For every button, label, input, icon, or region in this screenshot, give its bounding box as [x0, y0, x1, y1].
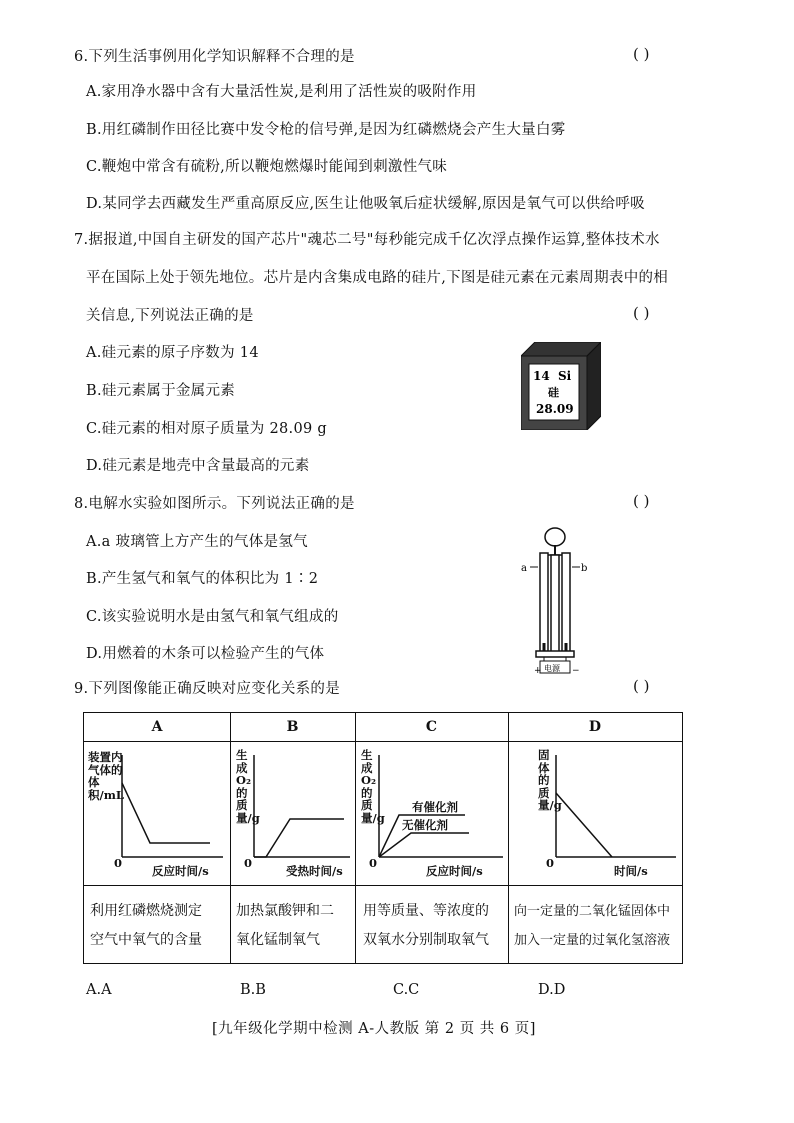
- graph-c-xlabel: 反应时间/s: [426, 864, 483, 878]
- power-source-label: 电源: [544, 664, 560, 673]
- desc-a-line-1: 利用红磷燃烧测定: [90, 903, 202, 919]
- q7-stem-line-2: 平在国际上处于领先地位。芯片是内含集成电路的硅片,下图是硅元素在元素周期表中的相: [86, 270, 669, 286]
- col-header-a: A: [151, 719, 163, 735]
- graph-b-origin: 0: [244, 856, 253, 870]
- tube-b-label: b: [581, 563, 588, 574]
- q6-option-c: C.鞭炮中常含有硫粉,所以鞭炮燃爆时能闻到刺激性气味: [86, 159, 448, 175]
- graph-b-ylabel: 生成O₂的质量/g: [236, 748, 260, 825]
- col-header-c: C: [425, 719, 438, 735]
- q6-stem: 6.下列生活事例用化学知识解释不合理的是: [74, 49, 355, 65]
- col-header-b: B: [286, 719, 299, 735]
- graph-a-ylabel: 装置内气体的体积/mL: [88, 750, 124, 802]
- graph-c-curve-no-catalyst: 无催化剂: [402, 818, 448, 832]
- q7-stem-line-1: 7.据报道,中国自主研发的国产芯片"魂芯二号"每秒能完成千亿次浮点操作运算,整体技术水: [74, 232, 660, 248]
- q6-option-a: A.家用净水器中含有大量活性炭,是利用了活性炭的吸附作用: [86, 84, 477, 100]
- tube-a-label: a: [521, 563, 527, 574]
- element-symbol: Si: [558, 369, 572, 383]
- graph-d-ylabel: 固体的质量/g: [538, 748, 562, 812]
- electrolysis-apparatus-diagram: [518, 525, 598, 675]
- desc-a-line-2: 空气中氧气的含量: [90, 932, 202, 948]
- q7-option-c: C.硅元素的相对原子质量为 28.09 g: [86, 421, 327, 437]
- q6-option-d: D.某同学去西藏发生严重高原反应,医生让他吸氧后症状缓解,原因是氧气可以供给呼吸: [86, 196, 645, 212]
- q8-option-d: D.用燃着的木条可以检验产生的气体: [86, 646, 325, 662]
- graph-d-plot: [554, 753, 678, 861]
- graph-a-plot: [120, 753, 225, 861]
- graph-a-xlabel: 反应时间/s: [152, 864, 209, 878]
- silicon-element-cell: [521, 342, 601, 430]
- desc-c-line-2: 双氧水分别制取氧气: [363, 932, 489, 948]
- q7-option-a: A.硅元素的原子序数为 14: [86, 345, 259, 361]
- graph-a-origin: 0: [114, 856, 123, 870]
- desc-d-line-1: 向一定量的二氧化锰固体中: [514, 904, 671, 919]
- desc-c-line-1: 用等质量、等浓度的: [363, 903, 489, 919]
- q7-option-b: B.硅元素属于金属元素: [86, 383, 236, 399]
- desc-d-line-2: 加入一定量的过氧化氢溶液: [514, 933, 671, 948]
- q7-option-d: D.硅元素是地壳中含量最高的元素: [86, 458, 310, 474]
- col-header-d: D: [588, 719, 602, 735]
- graph-d-origin: 0: [546, 856, 555, 870]
- q6-answer-bracket: ( ): [633, 45, 650, 63]
- desc-b-line-2: 氧化锰制氧气: [236, 932, 320, 948]
- q6-option-b: B.用红磷制作田径比赛中发令枪的信号弹,是因为红磷燃烧会产生大量白雾: [86, 122, 566, 138]
- desc-b-line-1: 加热氯酸钾和二: [236, 903, 334, 919]
- q7-answer-bracket: ( ): [633, 304, 650, 322]
- page-footer: [九年级化学期中检测 A-人教版 第 2 页 共 6 页]: [212, 1021, 536, 1037]
- graph-d-xlabel: 时间/s: [614, 864, 648, 878]
- graph-b-xlabel: 受热时间/s: [286, 864, 343, 878]
- graph-c-ylabel: 生成O₂的质量/g: [361, 748, 385, 825]
- minus-terminal: −: [572, 666, 580, 675]
- q9-answer-bracket: ( ): [633, 677, 650, 695]
- element-atomic-mass: 28.09: [536, 402, 574, 416]
- q9-options-table: [83, 712, 683, 964]
- graph-c-curve-catalyst: 有催化剂: [412, 800, 458, 814]
- element-atomic-number: 14: [533, 369, 550, 383]
- graph-c-origin: 0: [369, 856, 378, 870]
- q8-option-b: B.产生氢气和氧气的体积比为 1∶2: [86, 571, 319, 587]
- q9-answer-c: C.C: [393, 982, 420, 998]
- q8-option-c: C.该实验说明水是由氢气和氧气组成的: [86, 609, 339, 625]
- element-name: 硅: [548, 386, 559, 399]
- q7-stem-line-3: 关信息,下列说法正确的是: [86, 308, 254, 324]
- q8-stem: 8.电解水实验如图所示。下列说法正确的是: [74, 496, 355, 512]
- q8-answer-bracket: ( ): [633, 492, 650, 510]
- plus-terminal: +: [534, 666, 542, 675]
- q8-option-a: A.a 玻璃管上方产生的气体是氢气: [86, 534, 308, 550]
- q9-stem: 9.下列图像能正确反映对应变化关系的是: [74, 681, 341, 697]
- graph-b-plot: [252, 753, 352, 861]
- q9-answer-b: B.B: [240, 982, 266, 998]
- q9-answer-d: D.D: [538, 982, 566, 998]
- q9-answer-a: A.A: [86, 982, 112, 998]
